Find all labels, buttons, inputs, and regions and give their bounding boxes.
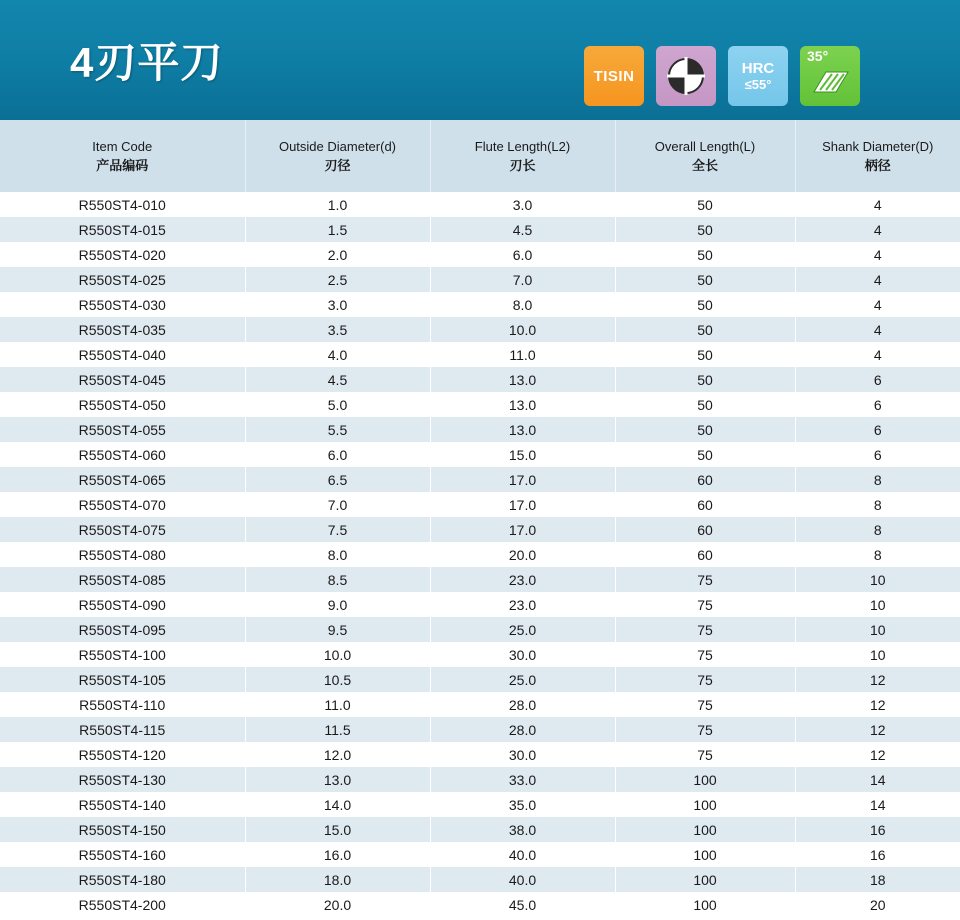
spec-table-container [0,120,960,917]
cell-outside-diameter: 6.0 [245,442,430,467]
cell-item-code: R550ST4-025 [0,267,245,292]
cell-shank-diameter: 6 [795,442,960,467]
cell-shank-diameter: 6 [795,417,960,442]
cell-flute-length: 45.0 [430,892,615,917]
cell-outside-diameter: 3.0 [245,292,430,317]
cell-item-code: R550ST4-035 [0,317,245,342]
cell-flute-length: 4.5 [430,217,615,242]
cell-flute-length: 40.0 [430,842,615,867]
cell-outside-diameter: 4.5 [245,367,430,392]
cell-item-code: R550ST4-045 [0,367,245,392]
cell-overall-length: 100 [615,767,795,792]
cell-item-code: R550ST4-090 [0,592,245,617]
cell-outside-diameter: 4.0 [245,342,430,367]
cell-overall-length: 50 [615,317,795,342]
table-row [0,692,960,717]
cell-overall-length: 100 [615,817,795,842]
cell-outside-diameter: 12.0 [245,742,430,767]
cell-overall-length: 50 [615,367,795,392]
cell-shank-diameter: 8 [795,492,960,517]
table-row [0,367,960,392]
cell-flute-length: 33.0 [430,767,615,792]
table-row [0,242,960,267]
cell-shank-diameter: 10 [795,617,960,642]
cell-item-code: R550ST4-120 [0,742,245,767]
table-row [0,192,960,217]
table-row [0,667,960,692]
cell-flute-length: 17.0 [430,492,615,517]
cell-outside-diameter: 5.5 [245,417,430,442]
cell-overall-length: 75 [615,692,795,717]
column-header-flute-length-cn: 刃长 [509,158,536,173]
cell-outside-diameter: 6.5 [245,467,430,492]
spec-table [0,120,960,917]
cell-item-code: R550ST4-150 [0,817,245,842]
column-header-overall-length [615,120,795,192]
table-row [0,217,960,242]
cell-outside-diameter: 2.5 [245,267,430,292]
table-row [0,792,960,817]
cell-item-code: R550ST4-160 [0,842,245,867]
badge-tisin-coating [584,46,644,106]
cell-flute-length: 30.0 [430,642,615,667]
badge-helix-angle-label: 35° [807,48,829,64]
cell-outside-diameter: 20.0 [245,892,430,917]
cell-outside-diameter: 5.0 [245,392,430,417]
cell-overall-length: 50 [615,417,795,442]
column-header-outside-diameter [245,120,430,192]
cell-item-code: R550ST4-070 [0,492,245,517]
column-header-overall-length-en: Overall Length(L) [654,139,756,154]
cell-item-code: R550ST4-085 [0,567,245,592]
cell-overall-length: 50 [615,242,795,267]
cell-item-code: R550ST4-200 [0,892,245,917]
cell-item-code: R550ST4-010 [0,192,245,217]
cell-shank-diameter: 12 [795,692,960,717]
table-row [0,742,960,767]
cell-overall-length: 50 [615,342,795,367]
cell-flute-length: 40.0 [430,867,615,892]
cell-outside-diameter: 8.5 [245,567,430,592]
badge-hardness [728,46,788,106]
cell-overall-length: 100 [615,842,795,867]
cell-flute-length: 3.0 [430,192,615,217]
table-row [0,292,960,317]
cell-shank-diameter: 16 [795,842,960,867]
cell-shank-diameter: 20 [795,892,960,917]
cell-flute-length: 8.0 [430,292,615,317]
column-header-shank-diameter [795,120,960,192]
table-row [0,417,960,442]
table-row [0,592,960,617]
cell-item-code: R550ST4-060 [0,442,245,467]
cell-flute-length: 30.0 [430,742,615,767]
cell-item-code: R550ST4-065 [0,467,245,492]
four-flute-icon [664,54,708,98]
cell-overall-length: 75 [615,617,795,642]
cell-flute-length: 20.0 [430,542,615,567]
table-row [0,317,960,342]
cell-outside-diameter: 15.0 [245,817,430,842]
cell-overall-length: 60 [615,467,795,492]
column-header-item-code-en: Item Code [92,139,153,154]
cell-shank-diameter: 8 [795,517,960,542]
cell-shank-diameter: 16 [795,817,960,842]
cell-outside-diameter: 18.0 [245,867,430,892]
cell-outside-diameter: 7.5 [245,517,430,542]
cell-outside-diameter: 1.0 [245,192,430,217]
badge-tisin-label: TISIN [593,67,635,85]
cell-item-code: R550ST4-080 [0,542,245,567]
cell-item-code: R550ST4-015 [0,217,245,242]
table-row [0,442,960,467]
cell-shank-diameter: 6 [795,392,960,417]
cell-shank-diameter: 4 [795,192,960,217]
cell-flute-length: 13.0 [430,367,615,392]
column-header-shank-diameter-en: Shank Diameter(D) [822,139,934,154]
cell-overall-length: 50 [615,192,795,217]
cell-shank-diameter: 18 [795,867,960,892]
cell-shank-diameter: 4 [795,342,960,367]
cell-overall-length: 50 [615,217,795,242]
badge-helix-angle [800,46,860,106]
cell-flute-length: 13.0 [430,417,615,442]
cell-outside-diameter: 3.5 [245,317,430,342]
cell-shank-diameter: 4 [795,292,960,317]
cell-shank-diameter: 10 [795,642,960,667]
spec-table-head [0,120,960,192]
cell-flute-length: 15.0 [430,442,615,467]
cell-overall-length: 100 [615,792,795,817]
cell-item-code: R550ST4-130 [0,767,245,792]
cell-item-code: R550ST4-040 [0,342,245,367]
cell-shank-diameter: 4 [795,242,960,267]
column-header-flute-length-en: Flute Length(L2) [474,139,571,154]
cell-outside-diameter: 13.0 [245,767,430,792]
cell-shank-diameter: 10 [795,567,960,592]
column-header-flute-length [430,120,615,192]
cell-flute-length: 23.0 [430,592,615,617]
table-row [0,717,960,742]
cell-flute-length: 11.0 [430,342,615,367]
column-header-item-code-cn: 产品编码 [96,158,149,173]
cell-overall-length: 50 [615,442,795,467]
cell-flute-length: 38.0 [430,817,615,842]
cell-shank-diameter: 8 [795,467,960,492]
cell-shank-diameter: 14 [795,792,960,817]
cell-flute-length: 28.0 [430,717,615,742]
cell-outside-diameter: 16.0 [245,842,430,867]
cell-outside-diameter: 9.5 [245,617,430,642]
helix-angle-icon [806,64,854,94]
cell-item-code: R550ST4-050 [0,392,245,417]
cell-item-code: R550ST4-105 [0,667,245,692]
cell-item-code: R550ST4-075 [0,517,245,542]
cell-overall-length: 60 [615,492,795,517]
cell-flute-length: 10.0 [430,317,615,342]
column-header-shank-diameter-cn: 柄径 [864,158,891,173]
cell-shank-diameter: 6 [795,367,960,392]
cell-shank-diameter: 4 [795,317,960,342]
feature-badges [584,46,860,106]
cell-item-code: R550ST4-095 [0,617,245,642]
cell-item-code: R550ST4-115 [0,717,245,742]
badge-hardness-value: ≤55° [744,76,772,92]
cell-overall-length: 75 [615,717,795,742]
cell-item-code: R550ST4-140 [0,792,245,817]
cell-item-code: R550ST4-030 [0,292,245,317]
cell-overall-length: 100 [615,892,795,917]
cell-flute-length: 28.0 [430,692,615,717]
cell-item-code: R550ST4-055 [0,417,245,442]
cell-overall-length: 100 [615,867,795,892]
cell-outside-diameter: 11.0 [245,692,430,717]
header-row [0,120,960,192]
page-title: 4刃平刀 [70,39,224,86]
cell-shank-diameter: 12 [795,667,960,692]
column-header-outside-diameter-cn: 刃径 [324,158,351,173]
cell-overall-length: 75 [615,592,795,617]
table-row [0,392,960,417]
cell-overall-length: 75 [615,567,795,592]
cell-outside-diameter: 14.0 [245,792,430,817]
cell-flute-length: 25.0 [430,667,615,692]
cell-outside-diameter: 11.5 [245,717,430,742]
cell-overall-length: 60 [615,542,795,567]
cell-overall-length: 75 [615,642,795,667]
spec-table-body [0,192,960,917]
cell-overall-length: 60 [615,517,795,542]
cell-flute-length: 6.0 [430,242,615,267]
table-row [0,492,960,517]
cell-shank-diameter: 14 [795,767,960,792]
cell-flute-length: 25.0 [430,617,615,642]
cell-flute-length: 23.0 [430,567,615,592]
cell-flute-length: 7.0 [430,267,615,292]
cell-overall-length: 50 [615,267,795,292]
table-row [0,542,960,567]
table-row [0,767,960,792]
cell-outside-diameter: 10.0 [245,642,430,667]
page-header [0,0,960,120]
cell-outside-diameter: 10.5 [245,667,430,692]
table-row [0,892,960,917]
column-header-overall-length-cn: 全长 [691,158,718,173]
cell-flute-length: 17.0 [430,467,615,492]
cell-overall-length: 50 [615,392,795,417]
cell-shank-diameter: 4 [795,217,960,242]
cell-flute-length: 17.0 [430,517,615,542]
table-row [0,642,960,667]
cell-outside-diameter: 7.0 [245,492,430,517]
cell-outside-diameter: 1.5 [245,217,430,242]
cell-item-code: R550ST4-100 [0,642,245,667]
table-row [0,517,960,542]
cell-flute-length: 35.0 [430,792,615,817]
cell-shank-diameter: 10 [795,592,960,617]
cell-flute-length: 13.0 [430,392,615,417]
table-row [0,342,960,367]
column-header-outside-diameter-en: Outside Diameter(d) [278,139,397,154]
cell-outside-diameter: 2.0 [245,242,430,267]
table-row [0,817,960,842]
badge-hardness-label: HRC [741,59,775,77]
cell-shank-diameter: 4 [795,267,960,292]
cell-outside-diameter: 8.0 [245,542,430,567]
cell-shank-diameter: 8 [795,542,960,567]
badge-flute-count [656,46,716,106]
table-row [0,467,960,492]
cell-overall-length: 50 [615,292,795,317]
cell-overall-length: 75 [615,667,795,692]
cell-item-code: R550ST4-020 [0,242,245,267]
table-row [0,617,960,642]
table-row [0,842,960,867]
column-header-item-code [0,120,245,192]
cell-outside-diameter: 9.0 [245,592,430,617]
cell-shank-diameter: 12 [795,717,960,742]
cell-shank-diameter: 12 [795,742,960,767]
table-row [0,867,960,892]
cell-overall-length: 75 [615,742,795,767]
cell-item-code: R550ST4-180 [0,867,245,892]
cell-item-code: R550ST4-110 [0,692,245,717]
table-row [0,267,960,292]
table-row [0,567,960,592]
